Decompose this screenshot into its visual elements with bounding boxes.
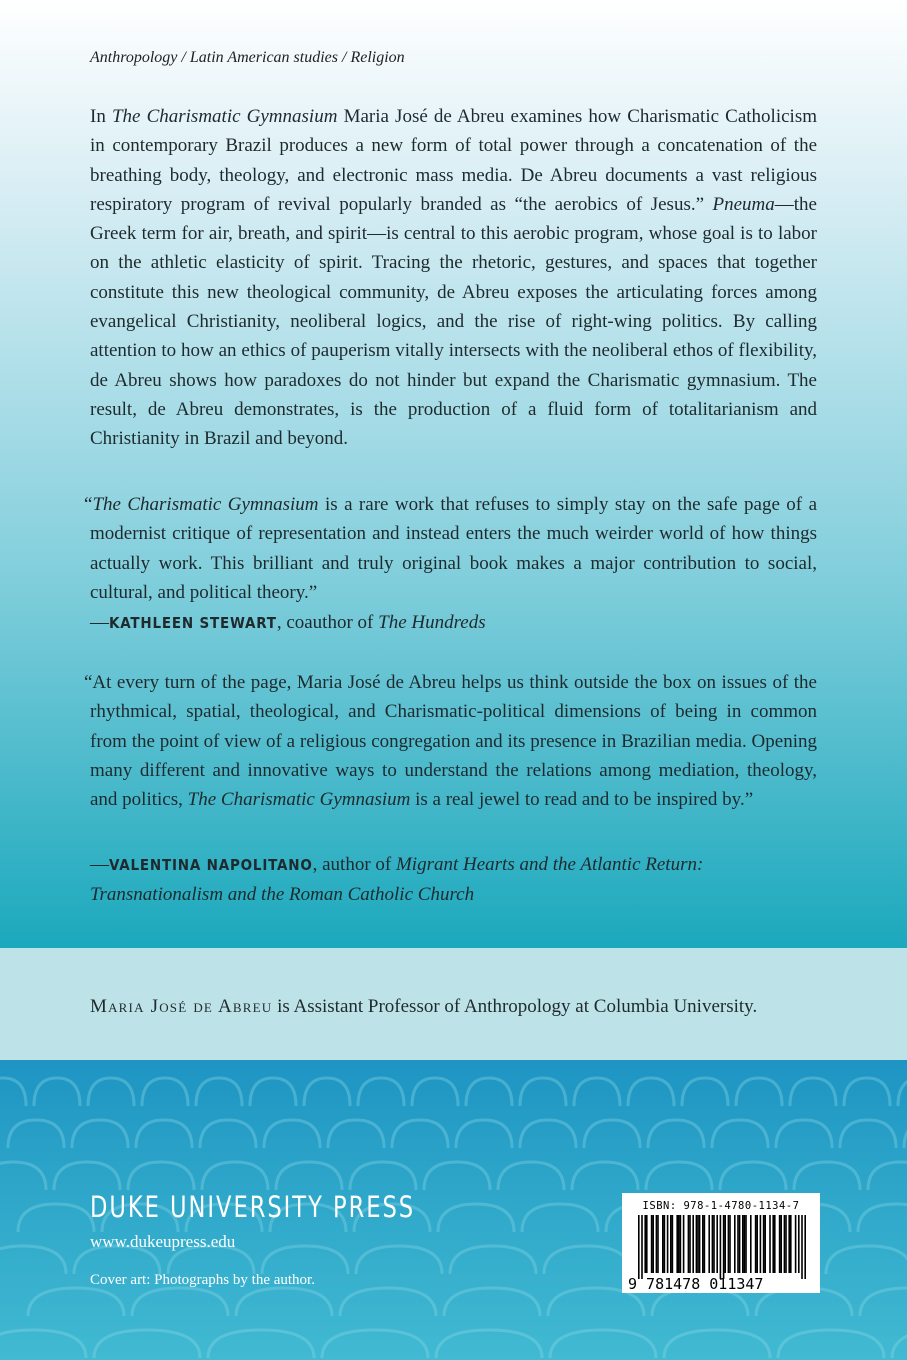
barcode-bar xyxy=(638,1215,640,1279)
publisher-url[interactable]: www.dukeupress.edu xyxy=(90,1232,236,1251)
barcode-bar xyxy=(755,1215,757,1273)
quote-open-mark: “ xyxy=(84,494,93,515)
attr-author: KATHLEEN STEWART xyxy=(109,614,277,632)
barcode-bar xyxy=(769,1215,771,1273)
blurb-quote-2 xyxy=(84,668,817,814)
author-bio xyxy=(90,996,830,1018)
barcode-bar xyxy=(680,1215,682,1273)
desc-book-title: The Charismatic Gymnasium xyxy=(111,106,338,127)
barcode-bar xyxy=(702,1215,704,1273)
barcode-bar xyxy=(724,1215,726,1273)
barcode-bar xyxy=(723,1215,725,1279)
category-label: Anthropology / Latin American studies / Religion xyxy=(90,49,405,66)
bio-author-name: Maria José de Abreu xyxy=(90,996,273,1017)
barcode-bar xyxy=(644,1215,646,1273)
attr-work: Migrant Hearts and the Atlantic Return: Transnationalism and the Roman Catholic Church xyxy=(90,854,704,905)
barcode-bar xyxy=(708,1215,710,1273)
quote-text-a: “At every turn of the page, Maria José de Abreu helps us think outside the box on issues of the rhythmical, spatial, theological, and Charismatic-political dimensions of being in common from the point of view of a religious congregation and its presence in Brazilian media. Opening many different and innovative ways to understand the relations among mediation, theology, and politics, xyxy=(84,672,817,811)
barcode-bar xyxy=(756,1215,758,1273)
barcode-bar xyxy=(798,1215,800,1273)
barcode-bar xyxy=(670,1215,672,1273)
barcode-bar xyxy=(774,1215,776,1273)
barcode-bar xyxy=(667,1215,669,1273)
attr-role: , coauthor of xyxy=(276,612,379,633)
barcode-bar xyxy=(704,1215,706,1273)
barcode-bar xyxy=(780,1215,782,1273)
barcode-bar xyxy=(784,1215,786,1273)
blurb-attribution-1 xyxy=(90,608,817,638)
barcode-bar xyxy=(696,1215,698,1273)
barcode-bar xyxy=(785,1215,787,1273)
blurb-attribution-2 xyxy=(90,850,817,909)
quote-book-title: The Charismatic Gymnasium xyxy=(92,494,319,515)
barcode-bar xyxy=(688,1215,690,1273)
barcode-bar xyxy=(720,1215,722,1279)
barcode-bar xyxy=(790,1215,792,1273)
barcode-bar xyxy=(646,1215,648,1273)
barcode-bar xyxy=(795,1215,797,1273)
barcode-bar xyxy=(652,1215,654,1273)
barcode-bar xyxy=(651,1215,653,1273)
barcode-bar xyxy=(662,1215,664,1273)
barcode-bar xyxy=(742,1215,744,1273)
barcode-bar xyxy=(641,1215,643,1279)
barcode-bar xyxy=(697,1215,699,1273)
attr-dash: — xyxy=(90,612,109,633)
barcode-bar xyxy=(788,1215,790,1273)
barcode-bar xyxy=(734,1215,736,1273)
barcode-bar xyxy=(712,1215,714,1273)
barcode-bar xyxy=(728,1215,730,1273)
quote-text: is a rare work that refuses to simply stay on the safe page of a modernist critique of representation and instead enters the much weirder world of how things actually work. This brilliant and truly original book makes a major contribution to social, cultural, and political theory.” xyxy=(90,494,817,603)
barcode-bar xyxy=(739,1215,741,1273)
barcode-bar xyxy=(729,1215,731,1273)
publisher-name: DUKE UNIVERSITY PRESS xyxy=(90,1190,416,1224)
barcode-bar xyxy=(779,1215,781,1273)
desc-lead: In xyxy=(90,106,112,127)
barcode-bar xyxy=(692,1215,694,1273)
cover-art-credit: Cover art: Photographs by the author. xyxy=(90,1272,315,1288)
quote-book-title: The Charismatic Gymnasium xyxy=(187,789,411,811)
barcode-number: 9 781478 011347 xyxy=(628,1275,764,1293)
barcode-bar xyxy=(801,1215,803,1279)
desc-part1: Maria José de Abreu examines how Charismatic Catholicism in contemporary Brazil produces a new form of total power through a concatenation of the breathing body, theology, and electronic mass media. De Abreu documents a vast religious respiratory program of revival popularly branded as “the aerobics of Jesus.” xyxy=(90,106,817,215)
barcode-bar xyxy=(716,1215,718,1273)
barcode-bar xyxy=(672,1215,674,1273)
barcode-bar xyxy=(745,1215,747,1273)
barcode-bar xyxy=(760,1215,762,1273)
barcode-bar xyxy=(656,1215,658,1273)
barcode-bar xyxy=(678,1215,680,1273)
isbn-barcode xyxy=(622,1193,820,1293)
barcode-bar xyxy=(676,1215,678,1273)
barcode-bar xyxy=(772,1215,774,1273)
barcode-graphic xyxy=(622,1193,820,1293)
cover-photo xyxy=(0,1060,907,1360)
isbn-label: ISBN: 978-1-4780-1134-7 xyxy=(642,1200,800,1212)
barcode-bar xyxy=(750,1215,752,1273)
desc-part2: —the Greek term for air, breath, and spirit—is central to this aerobic program, whose goal is to labor on the athletic elasticity of spirit. Tracing the rhetoric, gestures, and spaces that together constitute this new theological community, de Abreu exposes the articulating forces among evangelical Christianity, neoliberal logics, and the rise of right-wing politics. By calling attention to how an ethics of pauperism vitally intersects with the neoliberal ethos of flexibility, de Abreu shows how paradoxes do not hinder but expand the Charismatic gymnasium. The result, de Abreu demonstrates, is the production of a fluid form of totalitarianism and Christianity in Brazil and beyond. xyxy=(90,193,817,450)
quote-text-b: is a real jewel to read and to be inspired by.” xyxy=(410,789,754,811)
attr-work: The Hundreds xyxy=(378,612,486,633)
barcode-bar xyxy=(737,1215,739,1273)
attr-dash: — xyxy=(90,854,109,875)
barcode-bar xyxy=(689,1215,691,1273)
blurb-quote-1 xyxy=(84,490,817,607)
barcode-bar xyxy=(657,1215,659,1273)
barcode-bar xyxy=(699,1215,701,1273)
barcode-bar xyxy=(664,1215,666,1273)
barcode-bar xyxy=(713,1215,715,1273)
barcode-bar xyxy=(764,1215,766,1273)
barcode-bar xyxy=(683,1215,685,1273)
barcode-bar xyxy=(763,1215,765,1273)
book-description xyxy=(90,102,817,454)
desc-term: Pneuma xyxy=(712,193,775,215)
barcode-bar xyxy=(804,1215,806,1279)
barcode-bar xyxy=(744,1215,746,1273)
bio-text: is Assistant Professor of Anthropology at Columbia University. xyxy=(272,996,758,1017)
attr-role: , author of xyxy=(312,854,396,875)
attr-author: VALENTINA NAPOLITANO xyxy=(109,856,313,874)
